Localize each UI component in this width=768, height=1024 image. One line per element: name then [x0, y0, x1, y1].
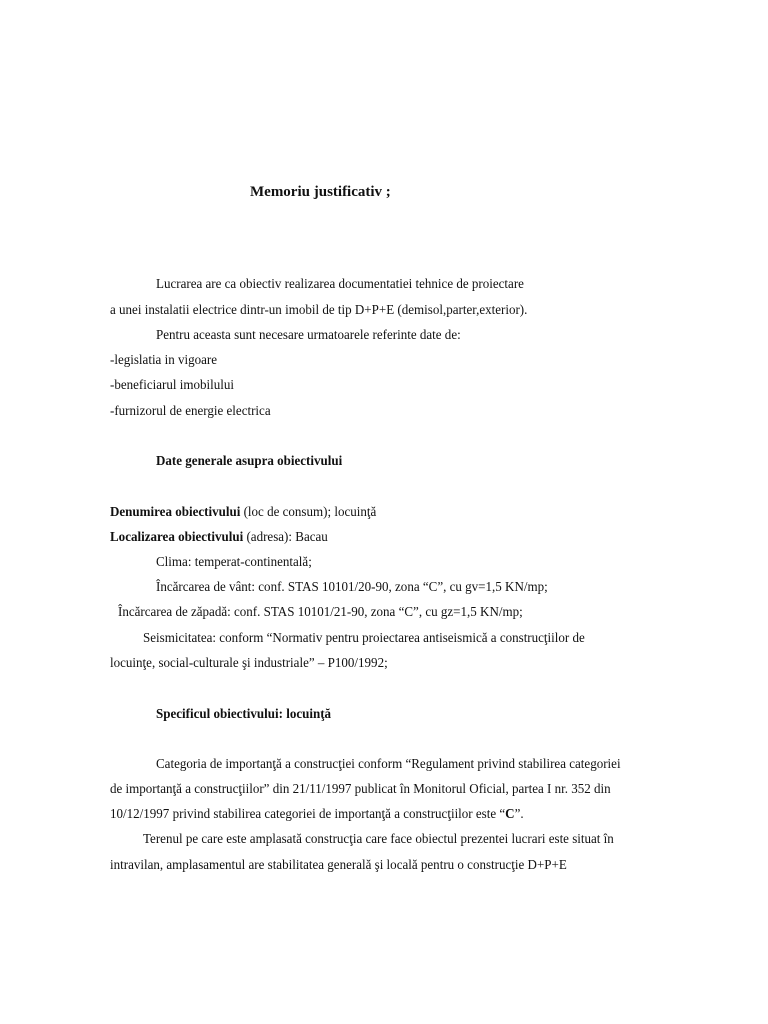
objective-location-line — [110, 529, 328, 546]
general-data-heading: Date generale asupra obiectivului — [156, 454, 343, 469]
seismicity-line-2: locuinţe, social-culturale şi industriale” – P100/1992; — [110, 656, 388, 671]
intro-line-3: Pentru aceasta sunt necesare urmatoarele referinte date de: — [156, 328, 461, 343]
terrain-line-1: Terenul pe care este amplasată construcţia care face obiectul prezentei lucrari este situat în — [143, 832, 614, 847]
category-line-2: de importanţă a construcţiilor” din 21/11/1997 publicat în Monitorul Oficial, partea I nr. 352 din — [110, 782, 611, 797]
wind-load-line: Încărcarea de vânt: conf. STAS 10101/20-90, zona “C”, cu gv=1,5 KN/mp; — [156, 580, 548, 595]
objective-name-label: Denumirea obiectivului — [110, 505, 241, 520]
category-line-1: Categoria de importanţă a construcţiei conform “Regulament privind stabilirea categoriei — [156, 757, 621, 772]
document-title: Memoriu justificativ ; — [250, 184, 391, 200]
objective-name-value: (loc de consum); locuinţă — [240, 505, 377, 520]
category-line-3-end: ”. — [514, 807, 524, 822]
snow-load-line: Încărcarea de zăpadă: conf. STAS 10101/21-90, zona “C”, cu gz=1,5 KN/mp; — [118, 605, 523, 620]
objective-location-value: (adresa): Bacau — [243, 530, 328, 545]
reference-item-2: -beneficiarul imobilului — [110, 378, 235, 393]
objective-location-label: Localizarea obiectivului — [110, 530, 244, 545]
climate-line: Clima: temperat-continentală; — [156, 555, 312, 570]
importance-category-value: C — [505, 807, 515, 822]
intro-line-2: a unei instalatii electrice dintr-un imobil de tip D+P+E (demisol,parter,exterior). — [110, 303, 528, 318]
category-line-3-text: 10/12/1997 privind stabilirea categoriei de importanţă a construcţiilor este “ — [110, 807, 506, 822]
category-line-3 — [110, 806, 524, 823]
intro-line-1: Lucrarea are ca obiectiv realizarea documentatiei tehnice de proiectare — [156, 277, 524, 292]
reference-item-3: -furnizorul de energie electrica — [110, 404, 271, 419]
seismicity-line-1: Seismicitatea: conform “Normativ pentru proiectarea antiseismică a construcţiilor de — [143, 631, 585, 646]
specific-heading: Specificul obiectivului: locuinţă — [156, 707, 332, 722]
reference-item-1: -legislatia in vigoare — [110, 353, 218, 368]
objective-name-line — [110, 504, 376, 521]
terrain-line-2: intravilan, amplasamentul are stabilitatea generală şi locală pentru o construcţie D+P+E — [110, 858, 567, 873]
